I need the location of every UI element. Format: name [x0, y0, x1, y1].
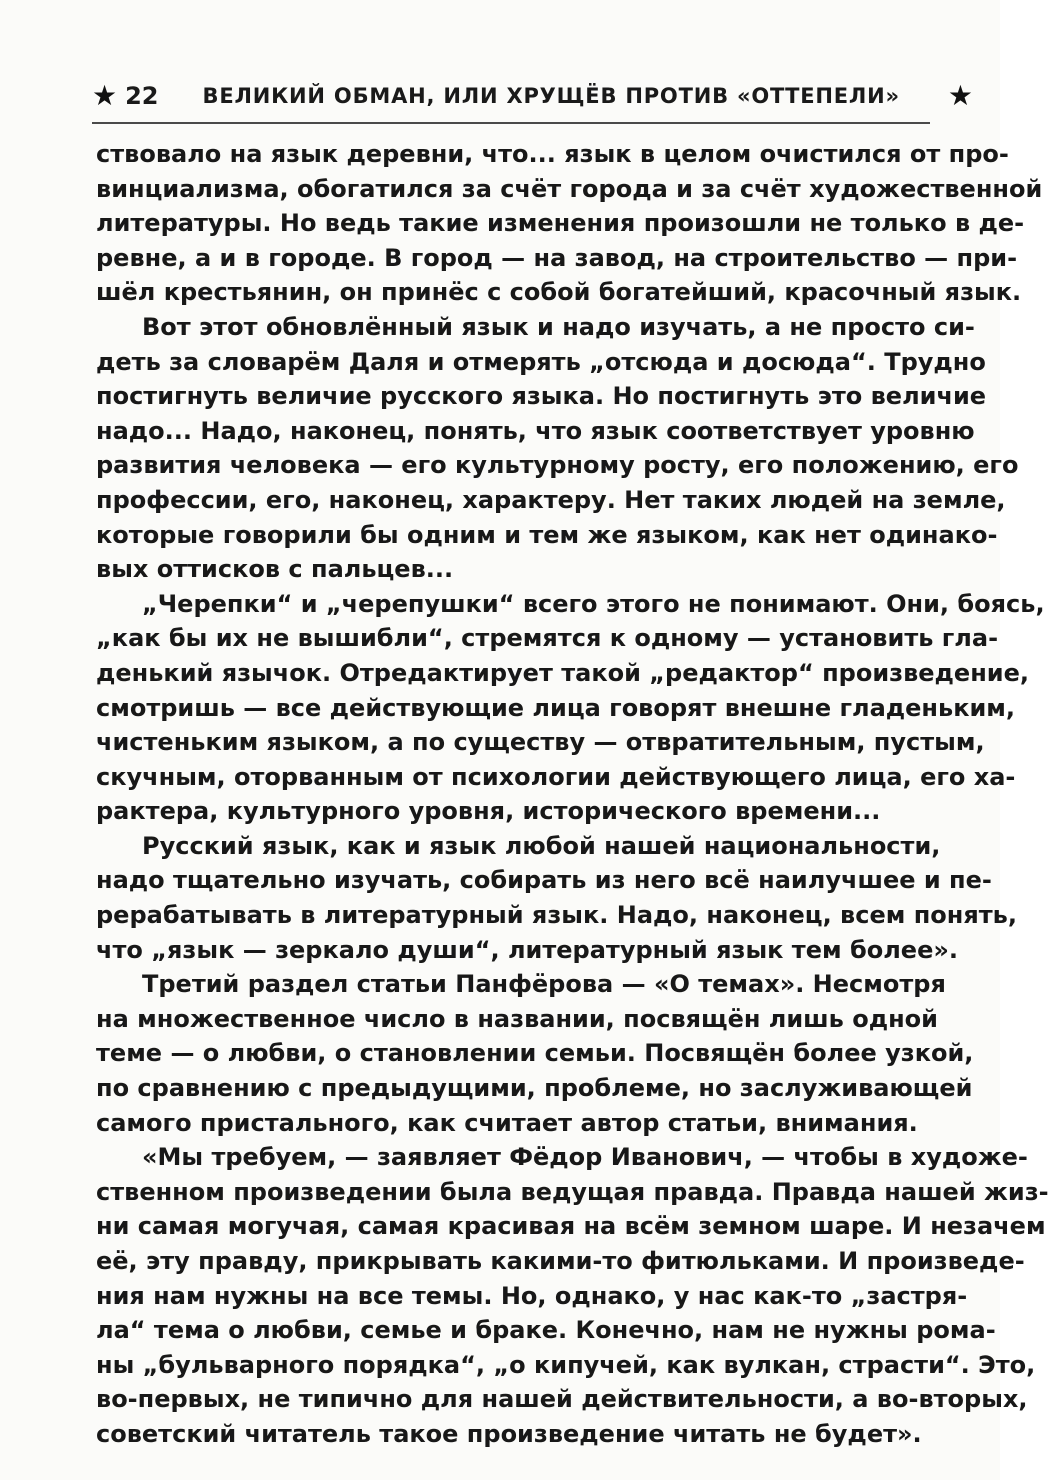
text-line: рерабатывать в литературный язык. Надо, наконец, всем понять,	[96, 901, 1017, 930]
text-line: шёл крестьянин, он принёс с собой богатейший, красочный язык.	[96, 278, 1022, 307]
text-line: Третий раздел статьи Панфёрова — «О темах». Несмотря	[142, 970, 946, 999]
text-line: самого пристального, как считает автор статьи, внимания.	[96, 1108, 918, 1137]
text-line: рактера, культурного уровня, исторического времени...	[96, 797, 881, 826]
text-line: надо... Надо, наконец, понять, что язык соответствует уровню	[96, 416, 975, 445]
star-icon: ★	[947, 79, 974, 112]
text-line: надо тщательно изучать, собирать из него всё наилучшее и пе-	[96, 866, 992, 895]
star-icon: ★	[92, 79, 118, 112]
text-line: ревне, а и в городе. В город — на завод, на строительство — при-	[96, 243, 1018, 272]
text-line: которые говорили бы одним и тем же языком, как нет одинако-	[96, 520, 998, 549]
text-line: на множественное число в названии, посвящён лишь одной	[96, 1004, 938, 1033]
text-line: винциализма, обогатился за счёт города и за счёт художественной	[96, 174, 1043, 203]
text-line: литературы. Но ведь такие изменения произошли не только в де-	[96, 209, 1025, 238]
text-line: что „язык — зеркало души“, литературный язык тем более».	[96, 935, 958, 964]
text-line: „Черепки“ и „черепушки“ всего этого не понимают. Они, боясь,	[142, 589, 1045, 618]
text-line: теме — о любви, о становлении семьи. Посвящён более узкой,	[96, 1039, 974, 1068]
text-line: деть за словарём Даля и отмерять „отсюда и досюда“. Трудно	[96, 347, 986, 376]
text-line: Русский язык, как и язык любой нашей национальности,	[142, 831, 941, 860]
text-line: постигнуть величие русского языка. Но постигнуть это величие	[96, 382, 987, 411]
text-line: развития человека — его культурному росту, его положению, его	[96, 451, 1019, 480]
page-number: 22	[125, 82, 159, 110]
text-line: „как бы их не вышибли“, стремятся к одному — установить гла-	[96, 624, 999, 653]
text-line: ствовало на язык деревни, что... язык в целом очистился от про-	[96, 140, 1009, 168]
text-line: советский читатель такое произведение читать не будет».	[96, 1419, 922, 1448]
text-line: ны „бульварного порядка“, „о кипучей, как вулкан, страсти“. Это,	[96, 1350, 1036, 1379]
text-line: смотришь — все действующие лица говорят внешне гладеньким,	[96, 693, 1016, 722]
text-line: чистеньким языком, а по существу — отвратительным, пустым,	[96, 728, 985, 757]
text-line: ла“ тема о любви, семье и браке. Конечно, нам не нужны рома-	[96, 1316, 996, 1345]
text-line: ни самая могучая, самая красивая на всём земном шаре. И незачем	[96, 1212, 1046, 1241]
text-line: вых оттисков с пальцев...	[96, 555, 454, 584]
text-line: ния нам нужны на все темы. Но, однако, у нас как-то „застря-	[96, 1281, 968, 1310]
text-line: по сравнению с предыдущими, проблеме, но заслуживающей	[96, 1074, 973, 1103]
running-header	[92, 76, 974, 116]
text-line: её, эту правду, прикрывать какими-то фитюльками. И произведе-	[96, 1247, 1025, 1275]
text-line: скучным, оторванным от психологии действующего лица, его ха-	[96, 762, 1016, 791]
text-line: «Мы требуем, — заявляет Фёдор Иванович, — чтобы в художе-	[142, 1143, 1028, 1172]
running-title: ВЕЛИКИЙ ОБМАН, ИЛИ ХРУЩЁВ ПРОТИВ «ОТТЕПЕЛИ»	[202, 84, 900, 108]
text-line: денький язычок. Отредактирует такой „редактор“ произведение,	[96, 658, 1029, 687]
text-line: во-первых, не типично для нашей действительности, а во-вторых,	[96, 1385, 1028, 1414]
header-rule	[92, 122, 930, 124]
body-text	[96, 137, 1049, 1452]
text-line: Вот этот обновлённый язык и надо изучать, а не просто си-	[142, 312, 975, 341]
text-line: ственном произведении была ведущая правда. Правда нашей жиз-	[96, 1177, 1049, 1206]
text-line: профессии, его, наконец, характеру. Нет таких людей на земле,	[96, 485, 1006, 514]
